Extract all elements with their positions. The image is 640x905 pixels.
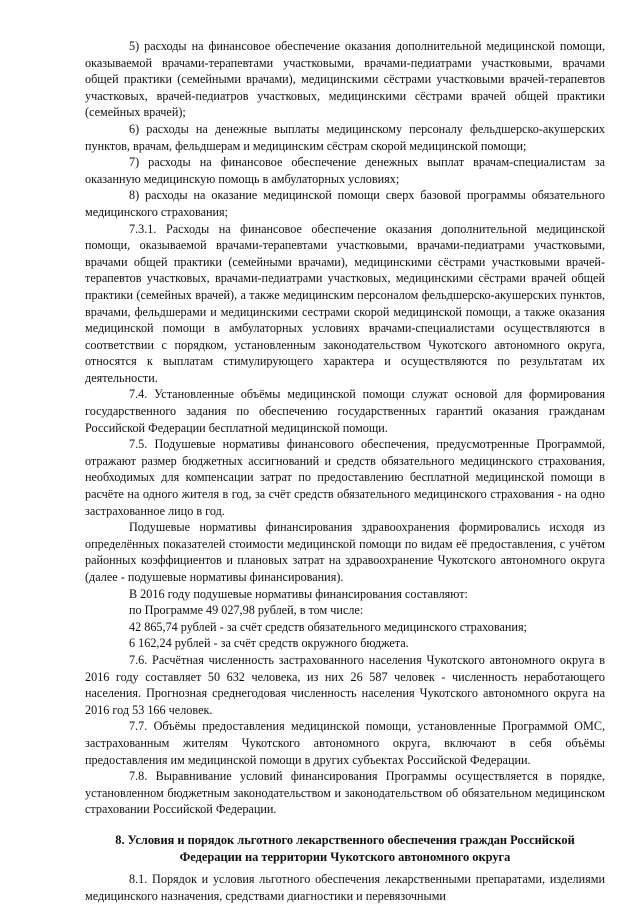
section-spacer xyxy=(85,818,605,832)
paragraph-oms-amount: 42 865,74 рублей - за счёт средств обязательного медицинского страхования; xyxy=(129,619,527,634)
paragraph-7-3-1: 7.3.1. Расходы на финансовое обеспечение оказания дополнительной медицинской помощи, оказываемой врачами-терапевтами участковыми, врачами-педиатрами участковыми, врачами общей практики (семейными врачами), медицинскими сёстрами участковыми врачей-терапевтов участковых, врачами-педиатрами участковых, медицинскими сёстрами врачей общей практики (семейных врачей), а также медицинским персоналом фельдшерско-акушерских пунктов, врачами, фельдшерами и медицинскими сестрами скорой медицинской помощи, а также оказания медицинской помощи в амбулаторных условиях врачами-специалистами осуществляются в соответствии с порядком, установленным законодательством Чукотского автономного округа, относятся к выплатам стимулирующего характера и осуществляются по результатам их деятельности. xyxy=(85,221,605,385)
paragraph-program-total: по Программе 49 027,98 рублей, в том числе: xyxy=(129,603,364,618)
paragraph-8-1: 8.1. Порядок и условия льготного обеспечения лекарственными препаратами, изделиями медицинского назначения, средствами диагностики и перевязочными xyxy=(85,872,605,903)
paragraph-7-4: 7.4. Установленные объёмы медицинской помощи служат основой для формирования государственного задания по обеспечению государственных гарантий оказания гражданам Российской Федерации бесплатной медицинской помощи. xyxy=(85,387,605,435)
paragraph-7-5: 7.5. Подушевые нормативы финансового обеспечения, предусмотренные Программой, отражают размер бюджетных ассигнований и средств обязательного медицинского страхования, необходимых для компенсации затрат по предоставлению бесплатной медицинской помощи в расчёте на одного жителя в год, за счёт средств обязательного медицинского страхования - на одно застрахованное лицо в год. xyxy=(85,437,605,518)
paragraph-item-6: 6) расходы на денежные выплаты медицинскому персоналу фельдшерско-акушерских пунктов, врачам, фельдшерам и медицинским сёстрам скорой медицинской помощи; xyxy=(85,121,605,153)
paragraph-item-7: 7) расходы на финансовое обеспечение денежных выплат врачам-специалистам за оказанную медицинскую помощь в амбулаторных условиях; xyxy=(85,155,605,186)
paragraph-7-8: 7.8. Выравнивание условий финансирования Программы осуществляется в порядке, установленном бюджетным законодательством и законодательством об обязательном медицинском страховании Российской Федерации. xyxy=(85,769,605,817)
paragraph-2016-norms: В 2016 году подушевые нормативы финансирования составляют: xyxy=(129,586,468,601)
paragraph-per-capita-norms: Подушевые нормативы финансирования здравоохранения формировались исходя из определённых показателей стоимости медицинской помощи по видам её предоставления, с учётом районных коэффициентов и плановых затрат на здравоохранение Чукотского автономного округа (далее - подушевые нормативы финансирования). xyxy=(85,520,605,584)
section-heading-8: 8. Условия и порядок льготного лекарственного обеспечения граждан Российской Федерации на территории Чукотского автономного округа xyxy=(115,832,575,864)
document-body xyxy=(85,38,605,904)
paragraph-item-5: 5) расходы на финансовое обеспечение оказания дополнительной медицинской помощи, оказываемой врачами-терапевтами участковыми, врачами-педиатрами участковыми, врачами общей практики (семейными врачами), медицинскими сёстрами участковыми врачей-терапевтов участковых, врачей-педиатров участковых, медицинскими сёстрами врачей общей практики (семейных врачей); xyxy=(85,39,605,120)
paragraph-item-8: 8) расходы на оказание медицинской помощи сверх базовой программы обязательного медицинского страхования; xyxy=(85,188,605,219)
paragraph-7-7: 7.7. Объёмы предоставления медицинской помощи, установленные Программой ОМС, застрахованным жителям Чукотского автономного округа, включают в себя объёмы предоставления им медицинской помощи в других субъектах Российской Федерации. xyxy=(85,719,605,767)
paragraph-7-6: 7.6. Расчётная численность застрахованного населения Чукотского автономного округа в 2016 году составляет 50 632 человека, из них 26 587 человек - численность неработающего населения. Прогнозная среднегодовая численность населения Чукотского автономного округа на 2016 год 53 166 человек. xyxy=(85,652,605,717)
paragraph-budget-amount: 6 162,24 рублей - за счёт средств окружного бюджета. xyxy=(129,636,409,651)
